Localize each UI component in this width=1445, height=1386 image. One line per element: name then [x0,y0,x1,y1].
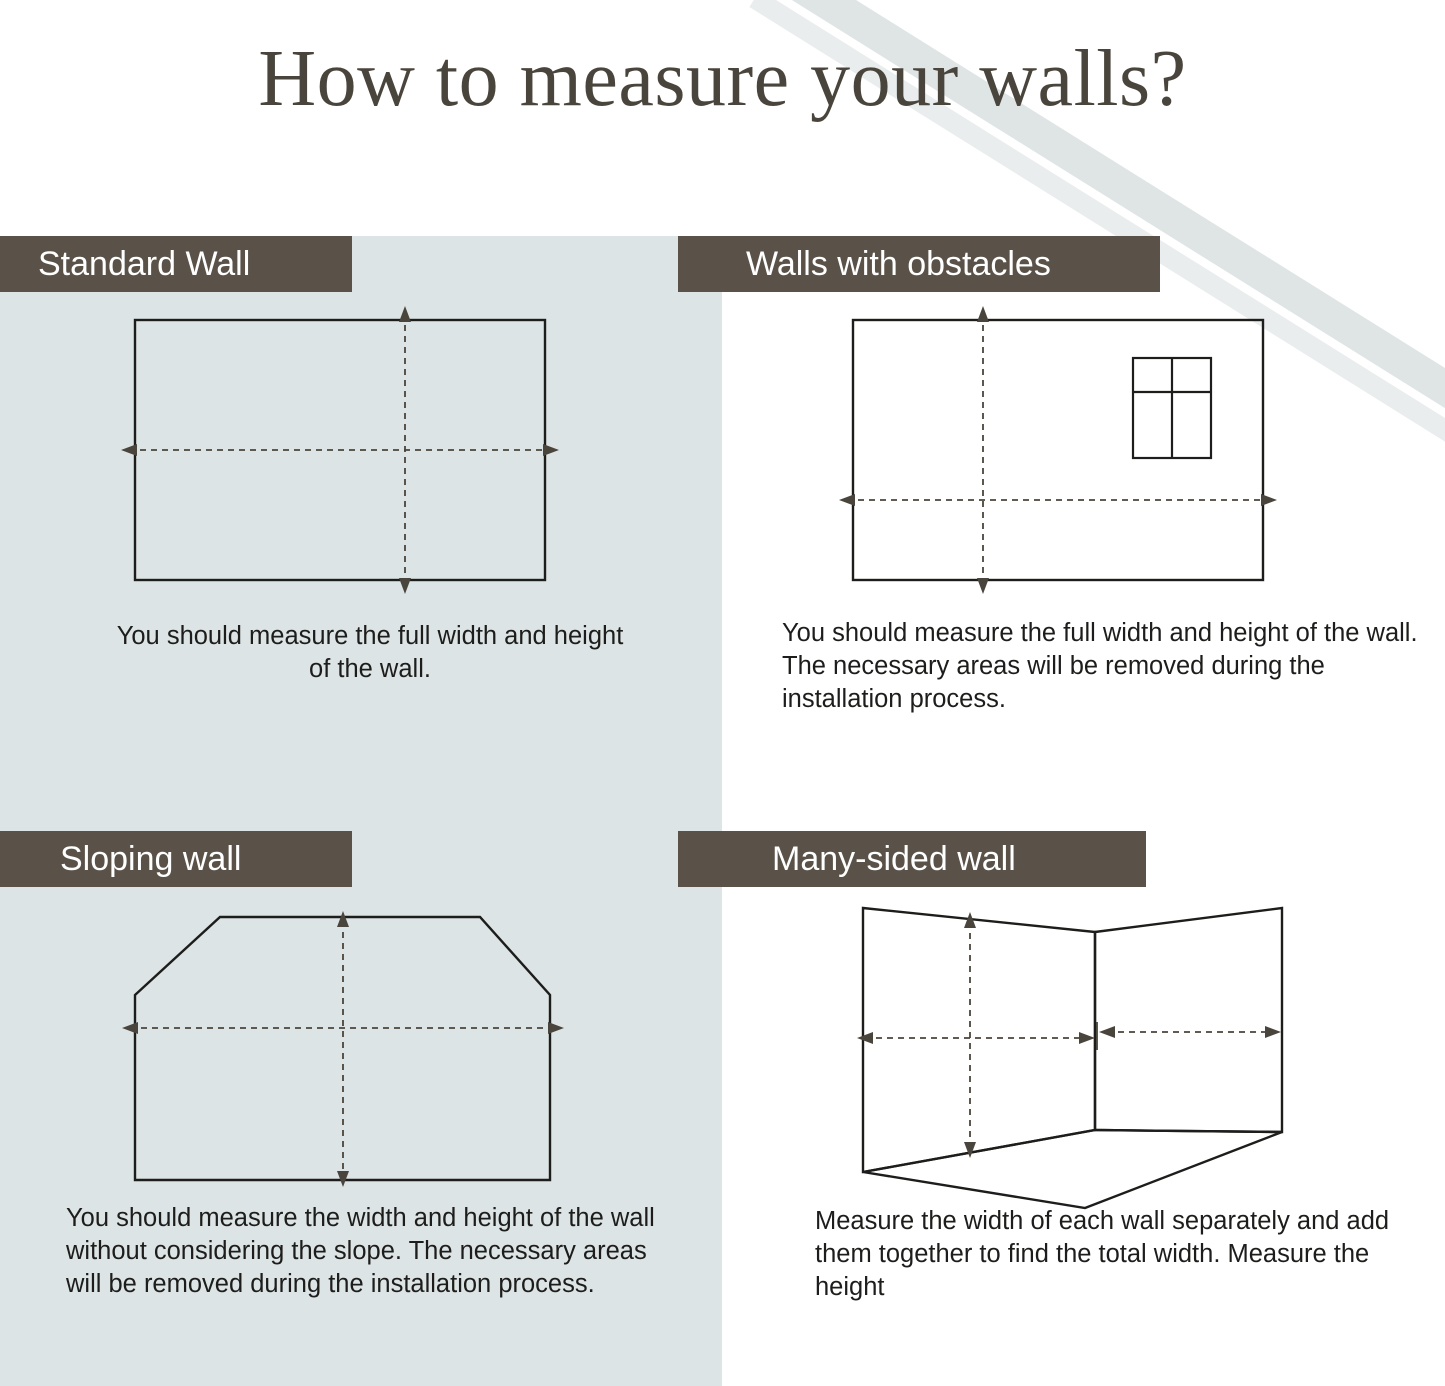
diagram-many-sided-wall [845,890,1300,1210]
caption-standard-wall: You should measure the full width and height of the wall. [116,622,624,683]
section-header-many-sided-wall: Many-sided wall [678,831,1146,887]
diagram-standard-wall [110,300,580,600]
section-header-sloping-wall: Sloping wall [0,831,352,887]
section-header-standard-wall: Standard Wall [0,236,352,292]
window-obstacle-shape [1133,358,1211,458]
page-title: How to measure your walls? [258,35,1187,123]
diagram-walls-with-obstacles [838,300,1278,600]
section-header-walls-with-obstacles: Walls with obstacles [678,236,1160,292]
caption-walls-with-obstacles: You should measure the full width and height of the wall. The necessary areas will be removed during the installation process. [782,619,1418,713]
caption-sloping-wall: You should measure the width and height of the wall without considering the slope. The necessary areas will be removed during the installation process. [66,1204,655,1298]
caption-many-sided-wall: Measure the width of each wall separately and add them together to find the total width. Measure the height [815,1207,1390,1301]
diagram-sloping-wall [110,895,580,1195]
